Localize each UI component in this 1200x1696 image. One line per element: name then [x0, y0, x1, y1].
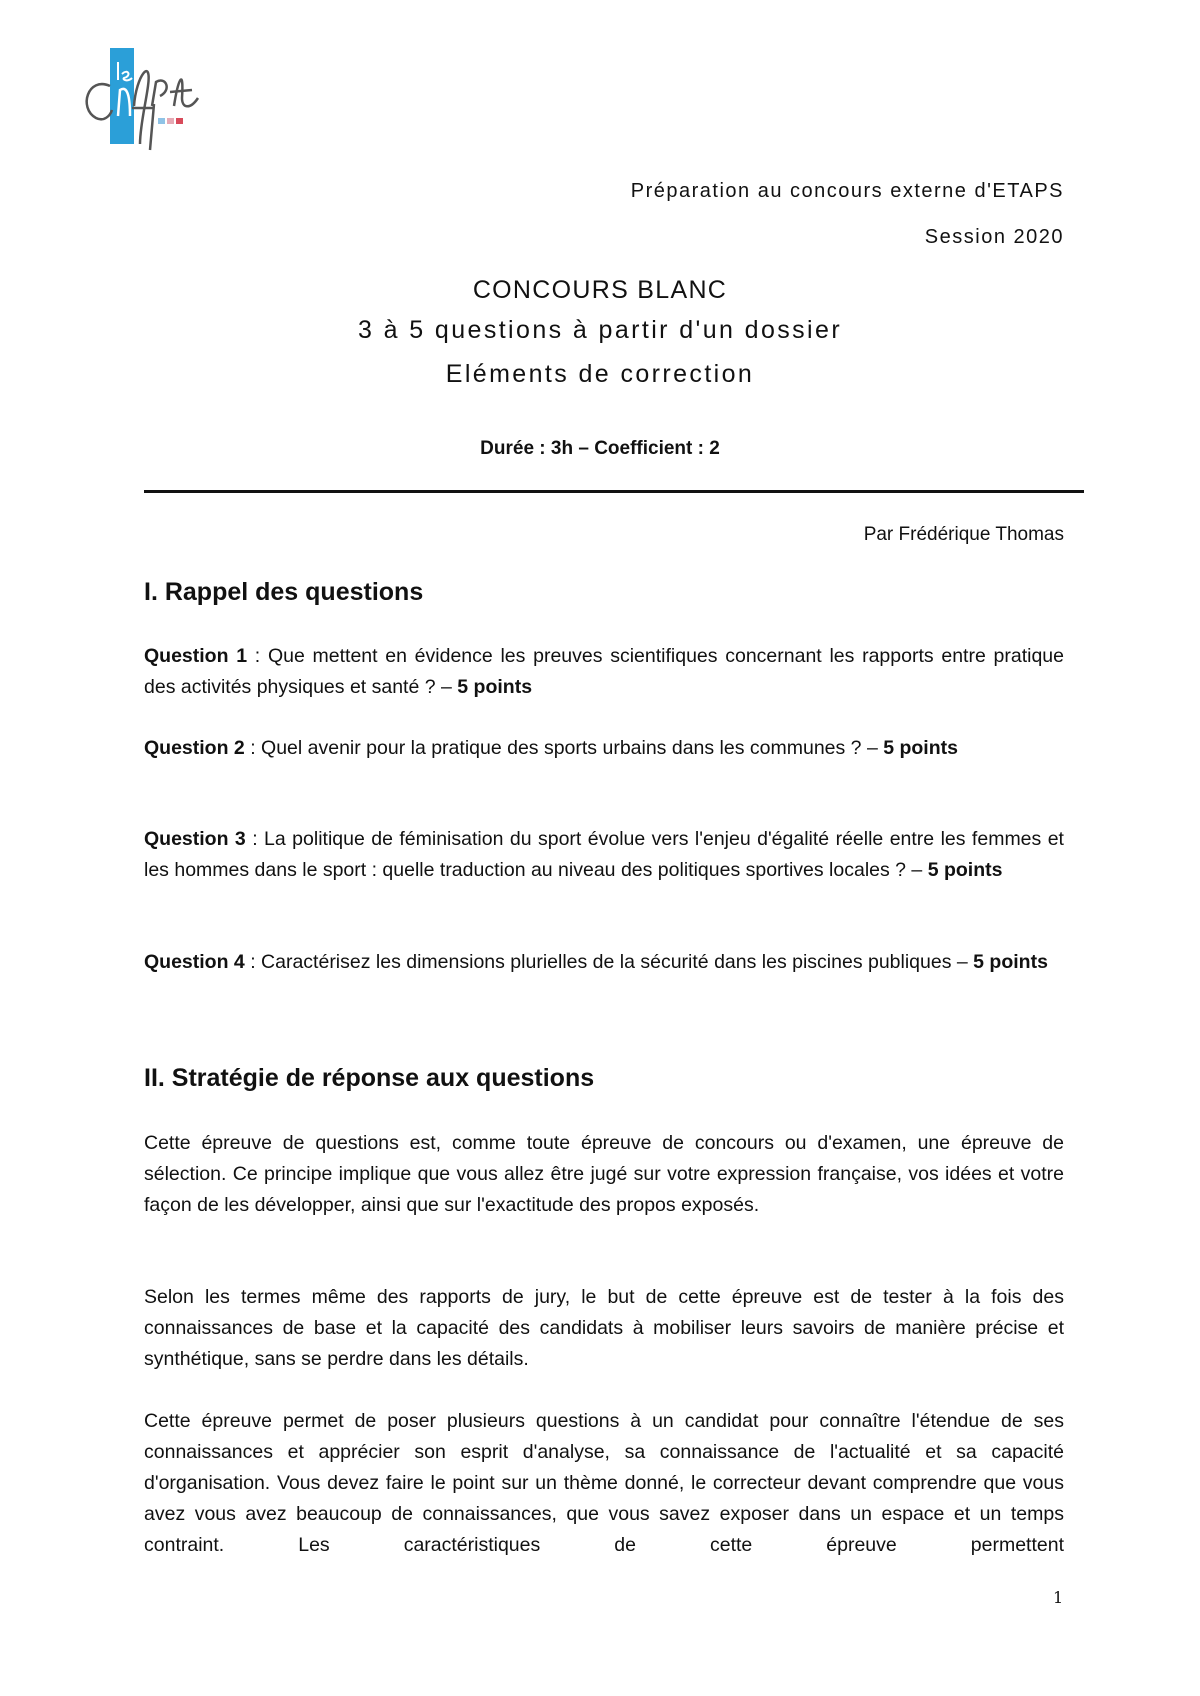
question-3	[144, 824, 1064, 886]
title-line-2: 3 à 5 questions à partir d'un dossier	[357, 316, 843, 344]
question-label: Question 4	[144, 951, 245, 973]
question-points: 5 points	[973, 951, 1048, 973]
question-text: : Que mettent en évidence les preuves scientifiques concernant les rapports entre pratique des activités physiques et santé ? –	[144, 645, 1064, 698]
question-text: : La politique de féminisation du sport évolue vers l'enjeu d'égalité réelle entre les femmes et les hommes dans le sport : quelle traduction au niveau des politiques sportives locales ? –	[144, 828, 1064, 881]
section-2-title: II. Stratégie de réponse aux questions	[144, 1064, 595, 1092]
question-label: Question 3	[144, 828, 246, 850]
question-points: 5 points	[927, 859, 1003, 881]
question-text: : Quel avenir pour la pratique des sports urbains dans les communes ? –	[244, 737, 884, 759]
preparation-header: Préparation au concours externe d'ETAPS	[630, 180, 1064, 202]
horizontal-rule	[144, 490, 1084, 493]
page-number: 1	[1053, 1588, 1064, 1607]
question-label: Question 1	[144, 645, 248, 667]
question-points: 5 points	[457, 676, 533, 698]
question-2	[144, 733, 1064, 764]
question-text: : Caractérisez les dimensions plurielles de la sécurité dans les piscines publiques –	[244, 951, 974, 973]
duration-coefficient: Durée : 3h – Coefficient : 2	[480, 438, 720, 459]
paragraph: Cette épreuve de questions est, comme toute épreuve de concours ou d'examen, une épreuve de sélection. Ce principe implique que vous allez être jugé sur votre expression française, vos idées et votre façon de les développer, ainsi que sur l'exactitude des propos exposés.	[144, 1132, 1064, 1216]
session-header: Session 2020	[924, 226, 1064, 248]
title-line-1: CONCOURS BLANC	[472, 276, 728, 304]
question-points: 5 points	[883, 737, 958, 759]
cnfpt-logo	[74, 46, 214, 156]
question-1	[144, 641, 1064, 703]
section-1-title: I. Rappel des questions	[144, 578, 424, 606]
question-label: Question 2	[144, 737, 245, 759]
author-line: Par Frédérique Thomas	[863, 524, 1064, 545]
paragraph: Selon les termes même des rapports de jury, le but de cette épreuve est de tester à la fois des connaissances de base et la capacité des candidats à mobiliser leurs savoirs de manière précise et synthétique, sans se perdre dans les détails.	[144, 1286, 1064, 1370]
paragraph: Cette épreuve permet de poser plusieurs questions à un candidat pour connaître l'étendue de ses connaissances et apprécier son esprit d'analyse, sa connaissance de l'actualité et sa capacité d'organisation. Vous devez faire le point sur un thème donné, le correcteur devant comprendre que vous avez vous avez beaucoup de connaissances, que vous savez exposer dans un espace et un temps contraint. Les caractéristiques de cette épreuve permettent	[144, 1410, 1064, 1556]
question-4	[144, 947, 1064, 978]
title-line-3: Eléments de correction	[445, 360, 755, 388]
